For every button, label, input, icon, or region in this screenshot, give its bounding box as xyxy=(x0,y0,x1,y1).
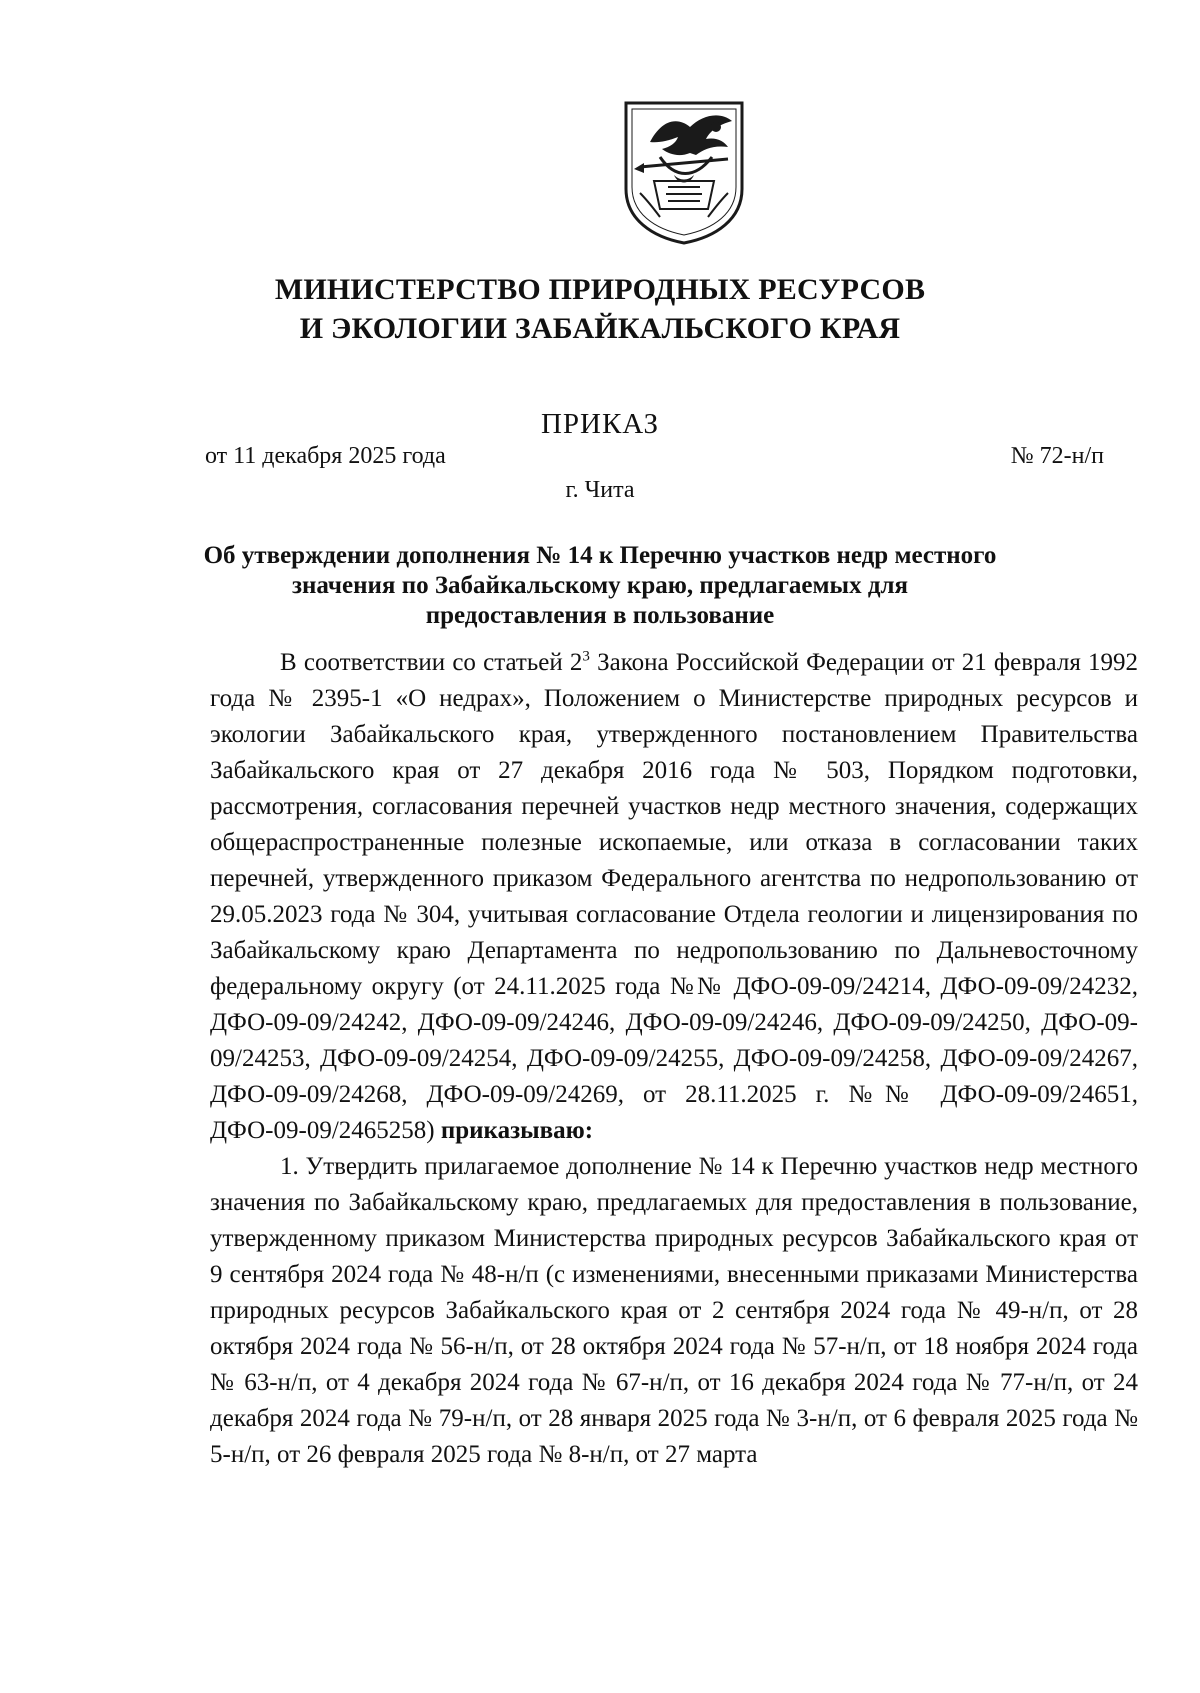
ministry-line-1: МИНИСТЕРСТВО ПРИРОДНЫХ РЕСУРСОВ xyxy=(274,273,926,306)
title-line-3: предоставления в пользование xyxy=(425,602,775,629)
document-body xyxy=(210,645,1138,1473)
ministry-line-2: И ЭКОЛОГИИ ЗАБАЙКАЛЬСКОГО КРАЯ xyxy=(299,312,901,345)
order-item-1: 1. Утвердить прилагаемое дополнение № 14 к Перечню участков недр местного значения по Забайкальскому краю, предлагаемых для предоставления в пользование, утвержденному приказом Министерства природных ресурсов Забайкальского края от 9 сентября 2024 года № 48-н/п (с изменениями, внесенными приказами Министерства природных ресурсов Забайкальского края от 2 сентября 2024 года № 49-н/п, от 28 октября 2024 года № 56-н/п, от 28 октября 2024 года № 57-н/п, от 18 ноября 2024 года № 63-н/п, от 4 декабря 2024 года № 67-н/п, от 16 декабря 2024 года № 77-н/п, от 24 декабря 2024 года № 79-н/п, от 28 января 2025 года № 3-н/п, от 6 февраля 2025 года № 5-н/п, от 26 февраля 2025 года № 8-н/п, от 27 марта xyxy=(210,1153,1138,1468)
document-city: г. Чита xyxy=(565,477,635,503)
order-keyword: приказываю: xyxy=(440,1117,594,1144)
preamble-paragraph xyxy=(210,645,1138,1149)
document-number: № 72-н/п xyxy=(1010,443,1104,469)
coat-of-arms-icon xyxy=(620,97,748,247)
document-type: ПРИКАЗ xyxy=(540,408,660,440)
article-superscript: 3 xyxy=(582,648,590,665)
title-line-1: Об утверждении дополнения № 14 к Перечню участков недр местного xyxy=(203,542,997,569)
preamble-text-main: Закона Российской Федерации от 21 февраля 1992 года № 2395-1 «О недрах», Положением о Министерстве природных ресурсов и экологии Забайкальского края, утвержденного постановлением Правительства Забайкальского края от 27 декабря 2016 года № 503, Порядком подготовки, рассмотрения, согласования перечней участков недр местного значения, содержащих общераспространенные полезные ископаемые, или отказа в согласовании таких перечней, утвержденного приказом Федерального агентства по недропользованию от 29.05.2023 года № 304, учитывая согласование Отдела геологии и лицензирования по Забайкальскому краю Департамента по недропользованию по Дальневосточному федеральному округу (от 24.11.2025 года №№ ДФО-09-09/24214, ДФО-09-09/24232, ДФО-09-09/24242, ДФО-09-09/24246, ДФО-09-09/24246, ДФО-09-09/24250, ДФО-09-09/24253, ДФО-09-09/24254, ДФО-09-09/24255, ДФО-09-09/24258, ДФО-09-09/24267, ДФО-09-09/24268, ДФО-09-09/24269, от 28.11.2025 г. №№ ДФО-09-09/24651, ДФО-09-09/2465258) xyxy=(210,649,1139,1144)
title-line-2: значения по Забайкальскому краю, предлагаемых для xyxy=(291,572,909,599)
document-title xyxy=(120,541,1080,631)
document-date: от 11 декабря 2025 года xyxy=(205,443,446,469)
ministry-name xyxy=(0,270,1200,348)
preamble-text-start: В соответствии со статьей 2 xyxy=(280,649,583,676)
